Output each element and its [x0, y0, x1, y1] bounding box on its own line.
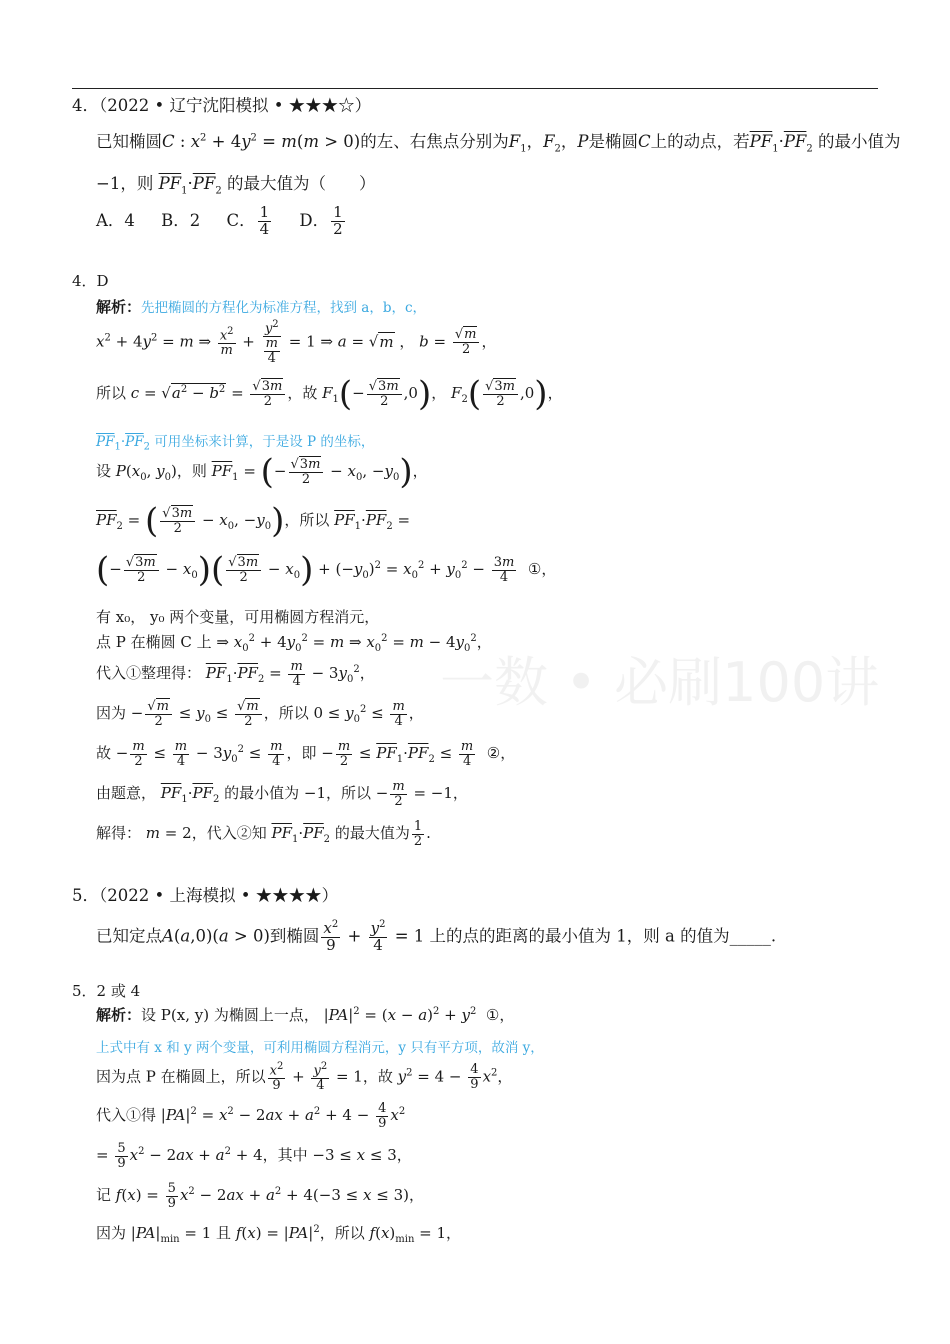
p4-stem-e: 上的动点，若 — [650, 132, 750, 151]
p4-derivation-7: 代入①整理得： $\overline{PF}_1\cdot\overline{PF}_2$ = $\frac{m}{4}$ − $3y_0^2$， — [96, 659, 375, 689]
p4-t-yinwei: 因为 — [96, 704, 127, 723]
p4-t-youtiyi: 由题意， — [96, 784, 157, 803]
p4-jiexi-label: 解析： — [96, 298, 142, 316]
p5-l3b: ，故 — [362, 1067, 393, 1086]
p5-l4: 代入①得 — [96, 1106, 157, 1125]
p4-derivation-10: 由题意， $\overline{PF}_1\cdot\overline{PF}_2$ 的最小值为 −1，所以 − $\frac{m}{2}$ = −1， — [96, 779, 468, 809]
problem4-header: 4．（2022 • 辽宁沈阳模拟 • ★★★☆） — [72, 96, 372, 115]
option-d: D． — [299, 210, 330, 230]
p4-stem-d: 是椭圆 — [588, 132, 638, 151]
p4-t-gu: ，故 — [287, 384, 318, 403]
p4-t-suoyi2: ，所以 — [284, 511, 330, 530]
p4-derivation-9: 故 − $\frac{m}{2}$ ≤ $\frac{m}{4}$ − $3y_0^2$ ≤ $\frac{m}{4}$ ，即 − $\frac{m}{2}$ ≤ $\overline{PF}_1\cdot\overline{PF}_2$ ≤ $\frac{m}{4}$ ②， — [96, 739, 516, 769]
p4-derivation-1: $x^2 + 4y^2 = m$ ⇒ $\frac{x^2}{m}$ + $\frac{y^2}{\frac{m}{4}}$ = 1 ⇒ a = √m ， b = $\frac{√m}{2}$ ， — [96, 319, 497, 366]
p4-stem-h: 的最大值为（ ） — [226, 174, 376, 193]
p5-l7c: ，所以 — [319, 1224, 365, 1242]
option-a: A．4 — [96, 210, 135, 230]
option-b: B．2 — [161, 210, 201, 230]
p4-t-zuixiao: 的最小值为 −1，所以 — [224, 784, 372, 803]
p5-l5b: ，其中 — [262, 1146, 308, 1165]
p4-hint1: 先把椭圆的方程化为标准方程，找到 a，b，c， — [141, 300, 427, 316]
p4-derivation-11: 解得： m = 2，代入②知 $\overline{PF}_1\cdot\overline{PF}_2$ 的最大值为 $\frac{1}{2}$ . — [96, 819, 431, 849]
p4-hint2: 可用坐标来计算，于是设 P 的坐标， — [154, 434, 375, 450]
problem4-stem-line1: 已知椭圆C : $x^2 + 4y^2 = m(m > 0)$的左、右焦点分别为$F_1$，$F_2$，P是椭圆C上的动点，若$\overline{PF}_1\cdot\overline{PF}_2$ 的最小值为 — [96, 132, 901, 155]
problem4-options: A．4 B．2 C． $\frac{1}{4}$ D． $\frac{1}{2}$ — [96, 203, 343, 238]
p5-l1: 设 P(x, y) 为椭圆上一点， — [141, 1006, 319, 1024]
problem4-hint1-line — [96, 296, 426, 317]
p5-stem-c: 上的点的距离的最小值为 1，则 a 的值为_____. — [429, 926, 777, 946]
p5-line5: = $\frac{5}{9}$ $x^2 - 2ax + a^2 + 4$，其中 −3 ≤ x ≤ 3， — [96, 1141, 412, 1171]
p4-t-ji: ，即 — [286, 744, 317, 763]
p4-derivation-4: $\overline{PF}_2$ = ( $\frac{√3m}{2}$ − $x_0$, $-y_0$)，所以 $\overline{PF}_1\cdot\overline{PF}_2$ = — [96, 500, 411, 541]
p4-derivation-3: 设 $P(x_0$, $y_0$)，则 $\overline{PF}_1$ = (− $\frac{√3m}{2}$ − $x_0$, $-y_0$)， — [96, 451, 428, 492]
p4-t-suoyi: 所以 — [96, 384, 127, 403]
watermark: 一数 • 必刷100讲 — [440, 651, 880, 714]
option-c: C． — [226, 210, 256, 230]
p4-t-dairu: 代入①整理得： — [96, 664, 202, 683]
p4-t-jiede: 解得： — [96, 824, 142, 843]
p5-l7b: 且 — [216, 1224, 232, 1242]
p5-l3a: 因为点 P 在椭圆上，所以 — [96, 1067, 266, 1086]
p5-l7a: 因为 — [96, 1224, 127, 1242]
p5-l6: 记 — [96, 1186, 112, 1205]
p4-t-zuida: 的最大值为 — [334, 824, 410, 843]
p4-circle1: ①， — [527, 560, 557, 579]
p4-derivation-5: (− $\frac{√3m}{2}$ − $x_0$)( $\frac{√3m}{2}$ − $x_0) + (-y_0)^2 = x_0^2 + y_0^2$ − $\frac{3m}{4}$ ①， — [96, 549, 557, 590]
p4-t-gu2: 故 — [96, 744, 112, 763]
problem4-answer: 4．D — [72, 272, 109, 290]
p5-line7: 因为 $|PA|_{min} = 1$ 且 $f(x) = |PA|^2$，所以 $f(x)_{min} = 1$， — [96, 1224, 462, 1245]
p5-stem-b: 到椭圆 — [269, 926, 320, 946]
p4-stem-f: 的最小值为 — [818, 132, 901, 151]
p5-line4: 代入①得 $|PA|^2 = x^2 - 2ax + a^2 + 4$ − $\frac{4}{9}$ $x^2$ — [96, 1101, 406, 1131]
p4-hint3: 有 x₀， y₀ 两个变量，可用椭圆方程消元， — [96, 608, 380, 626]
p5-hint: 上式中有 x 和 y 两个变量，可利用椭圆方程消元，y 只有平方项，故消 y， — [96, 1040, 544, 1056]
p4-t-she: 设 — [96, 462, 112, 481]
p4-t-suoyi3: ，所以 — [263, 704, 309, 723]
top-rule — [72, 88, 878, 89]
p4-hint2-line: $\overline{PF}_1\cdot\overline{PF}_2$ 可用坐标来计算，于是设 P 的坐标， — [96, 434, 375, 453]
p4-circle2: ②， — [486, 744, 516, 763]
problem5-answer: 5．2 或 4 — [72, 982, 141, 1000]
p4-derivation-2: 所以 $c = √a^2 - b^2$ = $\frac{√3m}{2}$ ，故 $F_1(-$ $\frac{√3m}{2}$ ,0)， $F_2$( $\frac{√3m}{2}$ ,0)， — [96, 373, 563, 414]
problem4-stem-line2: −1，则 $\overline{PF}_1\cdot\overline{PF}_2$ 的最大值为（ ） — [96, 174, 376, 197]
p5-line6: 记 f(x) = $\frac{5}{9}$ $x^2 - 2ax + a^2 + 4(-3 \le x \le 3)$， — [96, 1181, 424, 1211]
p5-line3: 因为点 P 在椭圆上，所以 $\frac{x^2}{9}$ + $\frac{y^2}{4}$ = 1，故 $y^2 = 4$ − $\frac{4}{9}$ $x^2$， — [96, 1061, 513, 1093]
p4-derivation-8: 因为 − $\frac{√m}{2}$ ≤ $y_0$ ≤ $\frac{√m}{2}$ ，所以 $0 \le y_0^2$ ≤ $\frac{m}{4}$ ， — [96, 699, 424, 729]
p5-stem-a: 已知定点 — [96, 926, 162, 946]
problem5-stem: 已知定点A(a,0)(a > 0)到椭圆 $\frac{x^2}{9}$ + $\frac{y^2}{4}$ = 1 上的点的距离的最小值为 1，则 a 的值为_____. — [96, 919, 777, 954]
p4-stem-a: 已知椭圆 — [96, 132, 162, 151]
p4-t-ze: ，则 — [176, 462, 207, 481]
p4-derivation-6: 点 P 在椭圆 C 上 ⇒ $x_0^2 + 4y_0^2 = m$ ⇒ $x_0^2 = m - 4y_0^2$， — [96, 633, 492, 654]
problem5-header: 5．（2022 • 上海模拟 • ★★★★） — [72, 886, 339, 905]
p4-stem-b: 的左、右焦点分别为 — [360, 132, 509, 151]
p5-line1: 解析：设 P(x, y) 为椭圆上一点， $|PA|^2 = (x - a)^2 + y^2$ ①， — [96, 1006, 515, 1024]
p5-jiexi-label: 解析： — [96, 1006, 142, 1024]
p4-t-dian: 点 P 在椭圆 C 上 — [96, 633, 212, 651]
p4-t-dairu2: ，代入②知 — [191, 824, 267, 843]
p4-stem-g: −1，则 — [96, 174, 154, 193]
p4-stem-c: ， — [526, 132, 544, 151]
